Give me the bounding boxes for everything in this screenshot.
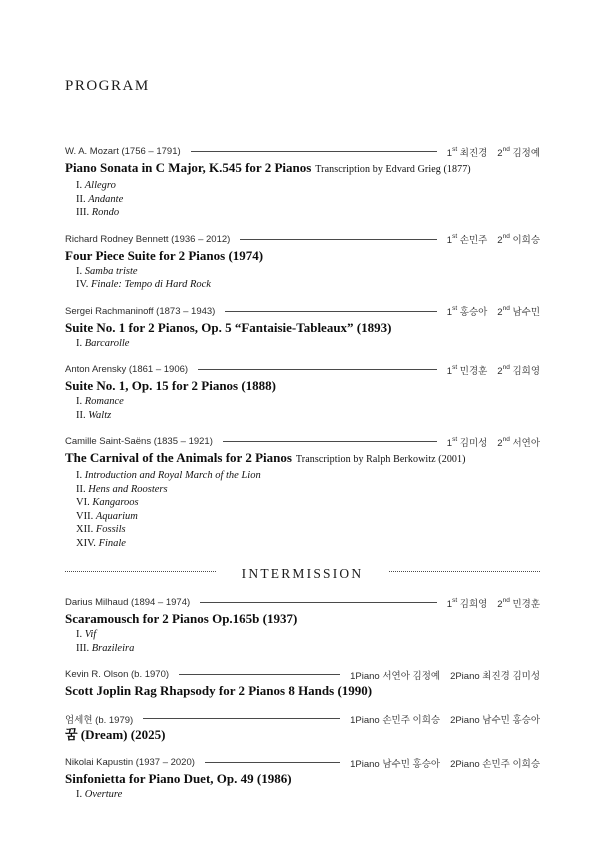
intermission-label: INTERMISSION [241, 566, 364, 581]
ordinal-suffix: nd [502, 145, 510, 153]
composer-name: Sergei Rachmaninoff (1873 – 1943) [65, 305, 216, 317]
movement-item [76, 409, 540, 423]
ordinal-suffix: st [452, 435, 458, 443]
movement-numeral: VII. [76, 510, 96, 522]
movement-name: Overture [84, 789, 123, 800]
movement-numeral: I. [76, 629, 85, 640]
dotted-leader-left [65, 571, 216, 572]
performer: 1st 김미성 [446, 435, 488, 449]
movement-name: Brazileira [91, 642, 135, 654]
performer: 2Piano 최진경 김미성 [450, 670, 540, 682]
performer: 2nd 이희승 [497, 233, 540, 246]
movement-list [65, 788, 540, 802]
composer-line [65, 435, 540, 448]
movement-name: Fossils [95, 524, 126, 535]
movement-name: Romance [84, 396, 124, 407]
ordinal-suffix: st [452, 145, 458, 153]
intermission-row [65, 565, 540, 583]
performer: 2nd 서연아 [497, 435, 540, 449]
movement-item [76, 193, 540, 207]
program-entry [65, 668, 540, 699]
movement-item [76, 537, 540, 551]
program-second-half [65, 596, 540, 802]
performers [447, 435, 540, 449]
movement-numeral: III. [76, 207, 92, 218]
movement-numeral: XII. [76, 524, 96, 535]
movement-numeral: IV. [76, 279, 91, 290]
movement-item [76, 523, 540, 537]
movement-name: Barcarolle [84, 337, 130, 349]
performer: 1st 최진경 [446, 145, 488, 159]
performers [350, 668, 540, 682]
movement-list [65, 179, 540, 220]
rule-line [223, 441, 437, 442]
performers [447, 232, 540, 246]
composer-name: Anton Arensky (1861 – 1906) [65, 364, 189, 375]
movement-list [65, 628, 540, 655]
ordinal-suffix: nd [502, 596, 510, 604]
program-entry [65, 596, 540, 655]
movement-name: Andante [88, 193, 124, 205]
program-entry [65, 145, 540, 220]
performer: 1st 손민주 [446, 233, 488, 246]
movement-numeral: XIV. [76, 537, 99, 549]
ordinal-suffix: nd [502, 363, 510, 371]
performer: 1Piano 남수민 홍승아 [350, 758, 441, 770]
rule-line [143, 718, 340, 719]
movement-list [65, 337, 540, 351]
movement-list [65, 395, 540, 422]
movement-item [76, 628, 540, 642]
piece-title: Scaramousch for 2 Pianos Op.165b (1937) [65, 611, 298, 626]
performers [447, 304, 540, 318]
movement-name: Allegro [84, 180, 116, 191]
movement-numeral: III. [76, 642, 92, 654]
dotted-leader-right [389, 571, 540, 572]
rule-line [205, 762, 340, 763]
movement-name: Kangaroos [92, 497, 139, 508]
movement-item [76, 469, 540, 483]
movement-item [76, 395, 540, 409]
movement-name: Introduction and Royal March of the Lion [84, 470, 261, 481]
composer-name: Richard Rodney Bennett (1936 – 2012) [65, 233, 231, 245]
movement-item [76, 265, 540, 279]
performers [350, 756, 540, 770]
movement-numeral: I. [76, 470, 85, 481]
composer-name: Camille Saint-Saëns (1835 – 1921) [65, 436, 213, 447]
ordinal-suffix: st [452, 305, 458, 313]
composer-line [65, 145, 540, 158]
rule-line [179, 674, 340, 675]
movement-numeral: II. [76, 193, 89, 205]
movement-item [76, 496, 540, 510]
performers [447, 145, 540, 159]
performer: 2nd 김정예 [497, 145, 540, 159]
movement-item [76, 642, 540, 656]
movement-numeral: I. [76, 337, 85, 349]
title-note: Transcription by Ralph Berkowitz (2001) [295, 454, 466, 465]
performer: 2nd 민경훈 [497, 596, 540, 610]
program-entry [65, 712, 540, 743]
composer-name: Kevin R. Olson (b. 1970) [65, 669, 170, 680]
piece-title: Suite No. 1 for 2 Pianos, Op. 5 “Fantaisie-Tableaux” (1893) [65, 319, 392, 335]
program-entry [65, 363, 540, 422]
program-entry [65, 305, 540, 351]
title-note: Transcription by Edvard Grieg (1877) [315, 164, 471, 175]
ordinal-suffix: nd [502, 233, 510, 241]
composer-name: W. A. Mozart (1756 – 1791) [65, 146, 181, 157]
composer-line [65, 233, 540, 246]
movement-item [76, 483, 540, 497]
program-entry [65, 435, 540, 550]
composer-name: 엄세현 (b. 1979) [65, 714, 134, 726]
performer: 1st 김희영 [446, 596, 488, 610]
movement-numeral: II. [76, 483, 89, 495]
movement-item [76, 206, 540, 220]
program-entry [65, 756, 540, 802]
rule-line [191, 151, 437, 152]
performer: 1st 민경훈 [446, 363, 488, 377]
composer-line [65, 363, 540, 376]
page-title: PROGRAM [65, 78, 150, 94]
movement-list [65, 265, 540, 292]
movement-numeral: I. [76, 265, 85, 277]
composer-name: Nikolai Kapustin (1937 – 2020) [65, 757, 195, 768]
ordinal-suffix: st [452, 596, 458, 604]
ordinal-suffix: nd [502, 435, 510, 443]
movement-list [65, 469, 540, 550]
piece-title: Scott Joplin Rag Rhapsody for 2 Pianos 8 Hands (1990) [65, 683, 373, 698]
ordinal-suffix: nd [502, 305, 510, 313]
piece-title: Piano Sonata in C Major, K.545 for 2 Pianos Transcription by Edvard Grieg (1877) [65, 160, 471, 175]
movement-numeral: II. [76, 409, 89, 421]
ordinal-suffix: st [452, 363, 458, 371]
program-entry [65, 233, 540, 292]
rule-line [240, 239, 436, 240]
composer-line [65, 712, 540, 725]
piece-title: Sinfonietta for Piano Duet, Op. 49 (1986) [65, 771, 292, 786]
movement-name: Rondo [91, 207, 120, 218]
performer: 2Piano 남수민 홍승아 [450, 714, 540, 726]
movement-numeral: I. [76, 180, 85, 191]
movement-numeral: I. [76, 789, 85, 800]
performer: 1st 홍승아 [446, 305, 488, 318]
program-first-half [65, 145, 540, 550]
rule-line [200, 602, 437, 603]
movement-numeral: VI. [76, 497, 93, 508]
composer-line [65, 596, 540, 609]
performers [350, 712, 540, 726]
performer: 2nd 남수민 [497, 305, 540, 318]
movement-item [76, 278, 540, 292]
performers [447, 596, 540, 610]
performer: 1Piano 손민주 이희승 [350, 714, 441, 726]
composer-line [65, 305, 540, 318]
piece-title: Four Piece Suite for 2 Pianos (1974) [65, 247, 264, 263]
movement-name: Vif [84, 629, 97, 640]
movement-item [76, 179, 540, 193]
composer-name: Darius Milhaud (1894 – 1974) [65, 597, 191, 608]
movement-item [76, 788, 540, 802]
movement-name: Finale [98, 537, 126, 549]
performers [447, 363, 540, 377]
performer: 2Piano 손민주 이희승 [450, 758, 540, 770]
piece-title: Suite No. 1, Op. 15 for 2 Pianos (1888) [65, 378, 277, 393]
piece-title: 꿈 (Dream) (2025) [65, 727, 166, 742]
movement-name: Finale: Tempo di Hard Rock [90, 279, 211, 290]
piece-title: The Carnival of the Animals for 2 Pianos Transcription by Ralph Berkowitz (2001) [65, 450, 466, 465]
performer: 1Piano 서연아 김정예 [350, 670, 441, 682]
performer: 2nd 김희영 [497, 363, 540, 377]
movement-item [76, 510, 540, 524]
movement-name: Samba triste [84, 265, 138, 277]
ordinal-suffix: st [452, 233, 458, 241]
movement-item [76, 337, 540, 351]
movement-name: Hens and Roosters [88, 483, 168, 495]
movement-name: Waltz [88, 409, 112, 421]
movement-name: Aquarium [95, 510, 138, 522]
rule-line [225, 311, 436, 312]
composer-line [65, 756, 540, 769]
rule-line [198, 369, 437, 370]
movement-numeral: I. [76, 396, 85, 407]
composer-line [65, 668, 540, 681]
